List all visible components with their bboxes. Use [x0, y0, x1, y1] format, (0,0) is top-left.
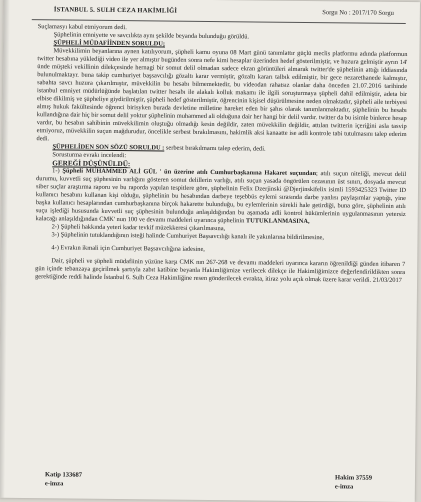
clerk-title: Katip 133687: [44, 471, 83, 479]
section-heading: ŞÜPHELİ MÜDAFİİNDEN SORULDU;: [53, 39, 166, 48]
court-name: İSTANBUL 5. SULH CEZA HAKİMLİĞİ: [53, 6, 178, 15]
decision-heading: GEREĞİ DÜŞÜNÜLDÜ:: [52, 159, 131, 169]
decision-text: ; atılı suçun niteliği, mevcut delil durumu, kuvvetli suç şüphesinin varlığını gösteren somut delillerin varlığı, atılı suçun yasada öngörülen cezasının üst sınırı, dosyada mevcut siber suçlar araştırma raporu ve bu raporda yapılan tespitlere göre, şüphelinin Felix Dzerjinski @Djerjinskifelix isimli 1593425323 Twitter ID kullanıcı hesabını kullanan kişi olduğu, şüphelinin bu hesabından darbeye teşebbüs eylemi sırasında darbe yanlısı paylaşımlar yaptığı, yine başka kullanıcı hesaplarından cumhurbaşkanına birçok hakarette bulunduğu, bu eylemlerinin sürekli hale getirdiği, buna göre, şüphelinin atılı suçu işlediği hususunda kuvvetli suç şüphesinin bulunduğu anlaşıldığından bu aşamada adli kontrol hükümlerinin uygulanmasının yetersiz kalacağı anlaşıldığından CMK' nun 100 ve devamı maddeleri uyarınca şüphelinin: [35, 170, 407, 225]
judge-title: Hakim 37559: [334, 474, 373, 482]
statement-line: Suçlamasyı kabul etmiyorum dedi.: [37, 23, 127, 32]
decision-item: 4-) Evrakın ikmali için Cumhuriyet Başsavcılığına iadesine,: [51, 244, 205, 253]
defense-statement: Müvekkilimin beyanlarına aynen katılıyorum, şüpheli kamu oyuna 08 Mart günü tanımlattır güçlü meclis platformu adında platformun twitter hesabına yüklediği video ile yer almıştır bugünden sonra nefe kimi hesaplar üzerinden hedef gösterilmiştir, ve huzura gelmiştir ayrın 14' ünde müşteki vekillinin dilekçesinde hernagi bir somut delil olmadan sadece ekran görüntüleri almarak twitter'de şüphelinin attığı iddiasında bulunulmaktayr. buna takip cumhuriyet başsavcılığı gözaltı karar vermiştir, gözaltı kararı talbık edilmiştir, bir gece nezarethanede kalmıştır, sabahta savcı huzura çıkarılmıştır, müvekkilin bu hesabı bilmemektedir, bu videodan rahatsız olanlar daha önceden 21.07.2016 tarihinde istanbul emniyet müdürlüğünde başlatılan twitter hesabı ile alakalı kolluk makamı ile ilgili soruşturmaya şüpheli dahil edilmiştir, adeta bir elbise dikilmiş ve şüpheliye giydirilmiştir, şüpheli hedef gösterilmiştir, öğrencinin kişisel düşürülmesine neden olmaktadır, şüpheli aile terbiyesi almış hukuk fakültesinde öğrenci birisyken burada devletine milletine hareket eden bir şahıs olarak tanımlanmaktadır, şüphelinin bu hesabı kullandığına dair hiç bir somut delil yoktur şüphelinin muhammed ali olduğuna dair her hangi bir delil vardır. twitter da bu isimle binlerce hesap vardır, bu hesabın sahibinin müvekkilimin oluştuğu olmadığı kesin değildir, zaten müvekkilin değildir, attılan twitterin içeriğini asla tasvip etmiyoruz, müvekkilin suçun mağdurudur, öncelikle serbest bırakılmasını, hakimlik aksi kanaatte ise adli kontrole tabi tutulmasını talep ederim dedi.: [36, 47, 408, 143]
judge-signature: [335, 473, 372, 491]
interrogation-number: Sorgu No : 2017/170 Sorgu: [322, 9, 394, 17]
last-word-text: serbest bırakılmamı talep ederim, dedi.: [164, 144, 266, 153]
clerk-e-signature: e-imza: [44, 480, 64, 488]
document-body: [35, 23, 408, 285]
section-heading: ŞÜPHELİDEN SON SÖZÜ SORULDU :: [52, 143, 165, 152]
arrest-order: TUTUKLANMASINA,: [245, 217, 310, 226]
decision-item: 2-) Şüpheli hakkında yeteri kadar tevkif müzekkeresi çıkarılmasına,: [51, 223, 226, 233]
decision-item: [36, 167, 407, 227]
decision-item: 3-) Şüphelinin tutuklandığının isteği halinde Cumhuriyet Başsavcılığı kanalı ile yakınlarına bildirilmesine,: [51, 231, 325, 242]
statement-line: Şüphelinin emniyette ve savcılıkta aynı şekilde beyanda bulunduğu görüldü.: [53, 31, 250, 41]
statement-line: Sorusturma evrakı incelendi:: [52, 151, 127, 160]
appeal-paragraph: Dair, şüpheli ve şüpheli müdafiinin yüzüne karşı CMK nın 267-268 ve devamı maddeleri uyarınca kararın öğrenildiği günden itibaren 7 gün içinde tebanzaya geçirilmek şartıyla zabıt katibine beyanla Hakimliğimize verilecek dilekçe ile Hakimliğimizce değerlendirildikten sonra gerektiğinde reddi halinde İstanbul 6. Sulh Ceza Hakimliğine resen gönderilecek evrakta, itiraz yolu açık olmak üzere karar verildi. 21/03/2017: [35, 257, 406, 285]
item-number: 1-): [52, 167, 60, 175]
page-shadow: [0, 0, 10, 498]
judge-e-signature: e-imza: [334, 483, 354, 491]
charge-text: Şüpheli MUHAMMED ALİ GÜL ' ün üzerine atılı Cumhurbaşkanına Hakaret suçundan: [59, 167, 317, 178]
clerk-signature: [45, 470, 82, 488]
